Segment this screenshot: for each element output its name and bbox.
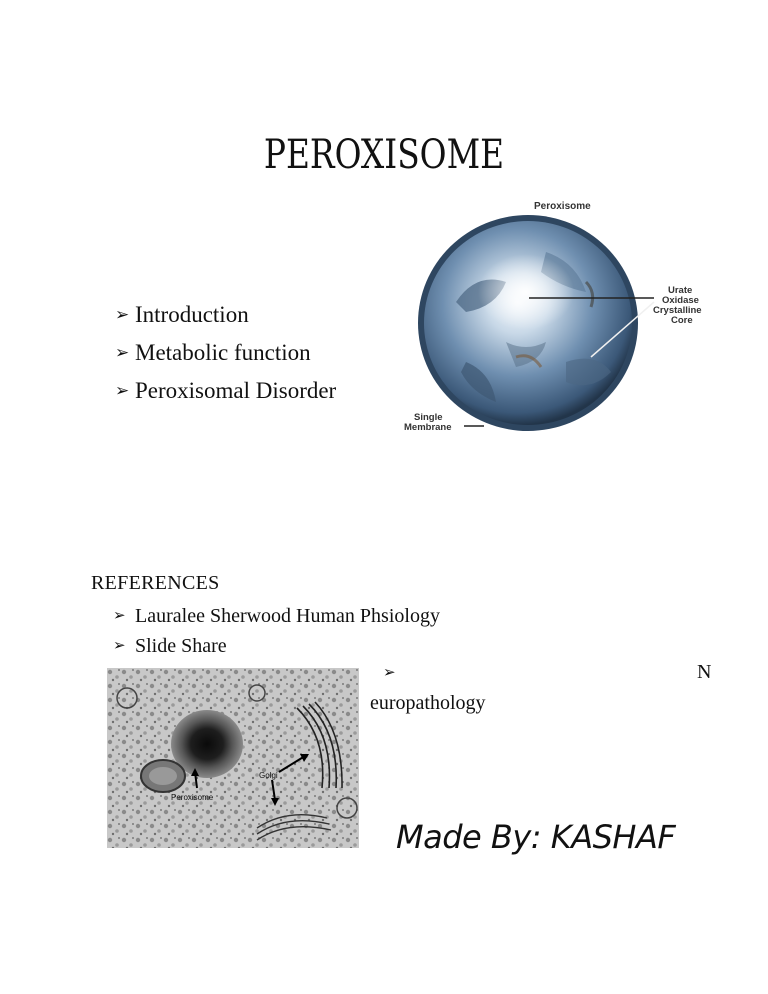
topic-label: Introduction [135,302,249,327]
reference-first-letter: N [697,661,712,683]
svg-text:Crystalline: Crystalline [653,305,702,316]
reference-label: Slide Share [135,635,227,657]
micrograph-golgi-label: Golgi [259,771,278,780]
diagram-heading: Peroxisome [534,201,591,212]
arrow-bullet-icon: ➢ [115,381,130,400]
list-item [115,296,336,334]
reference-label: Lauralee Sherwood Human Phsiology [135,605,440,627]
arrow-bullet-icon: ➢ [383,665,396,681]
list-item [115,334,336,372]
topic-label: Peroxisomal Disorder [135,378,337,403]
arrow-bullet-icon: ➢ [115,305,130,324]
list-item [113,601,440,631]
sphere [418,215,638,431]
svg-text:Single: Single [414,412,443,423]
membrane-label [404,412,452,433]
author-credit: Made By: KASHAF [396,818,676,856]
reference-label: europathology [370,692,486,714]
svg-text:Membrane: Membrane [404,422,452,433]
topic-list [115,296,336,410]
svg-text:Core: Core [671,315,693,326]
arrow-bullet-icon: ➢ [115,343,130,362]
page-title: PEROXISOME [263,132,505,178]
core-label [653,285,702,326]
list-item [113,631,440,661]
micrograph-peroxisome-label: Peroxisome [171,793,214,802]
list-item [115,372,336,410]
references-heading: REFERENCES [91,572,220,594]
arrow-bullet-icon: ➢ [113,608,126,624]
svg-text:Oxidase: Oxidase [662,295,699,306]
peroxisome-diagram [396,192,726,450]
arrow-bullet-icon: ➢ [113,638,126,654]
electron-micrograph [107,668,359,848]
svg-text:Urate: Urate [668,285,693,296]
topic-label: Metabolic function [135,340,311,365]
reference-list [113,601,440,661]
